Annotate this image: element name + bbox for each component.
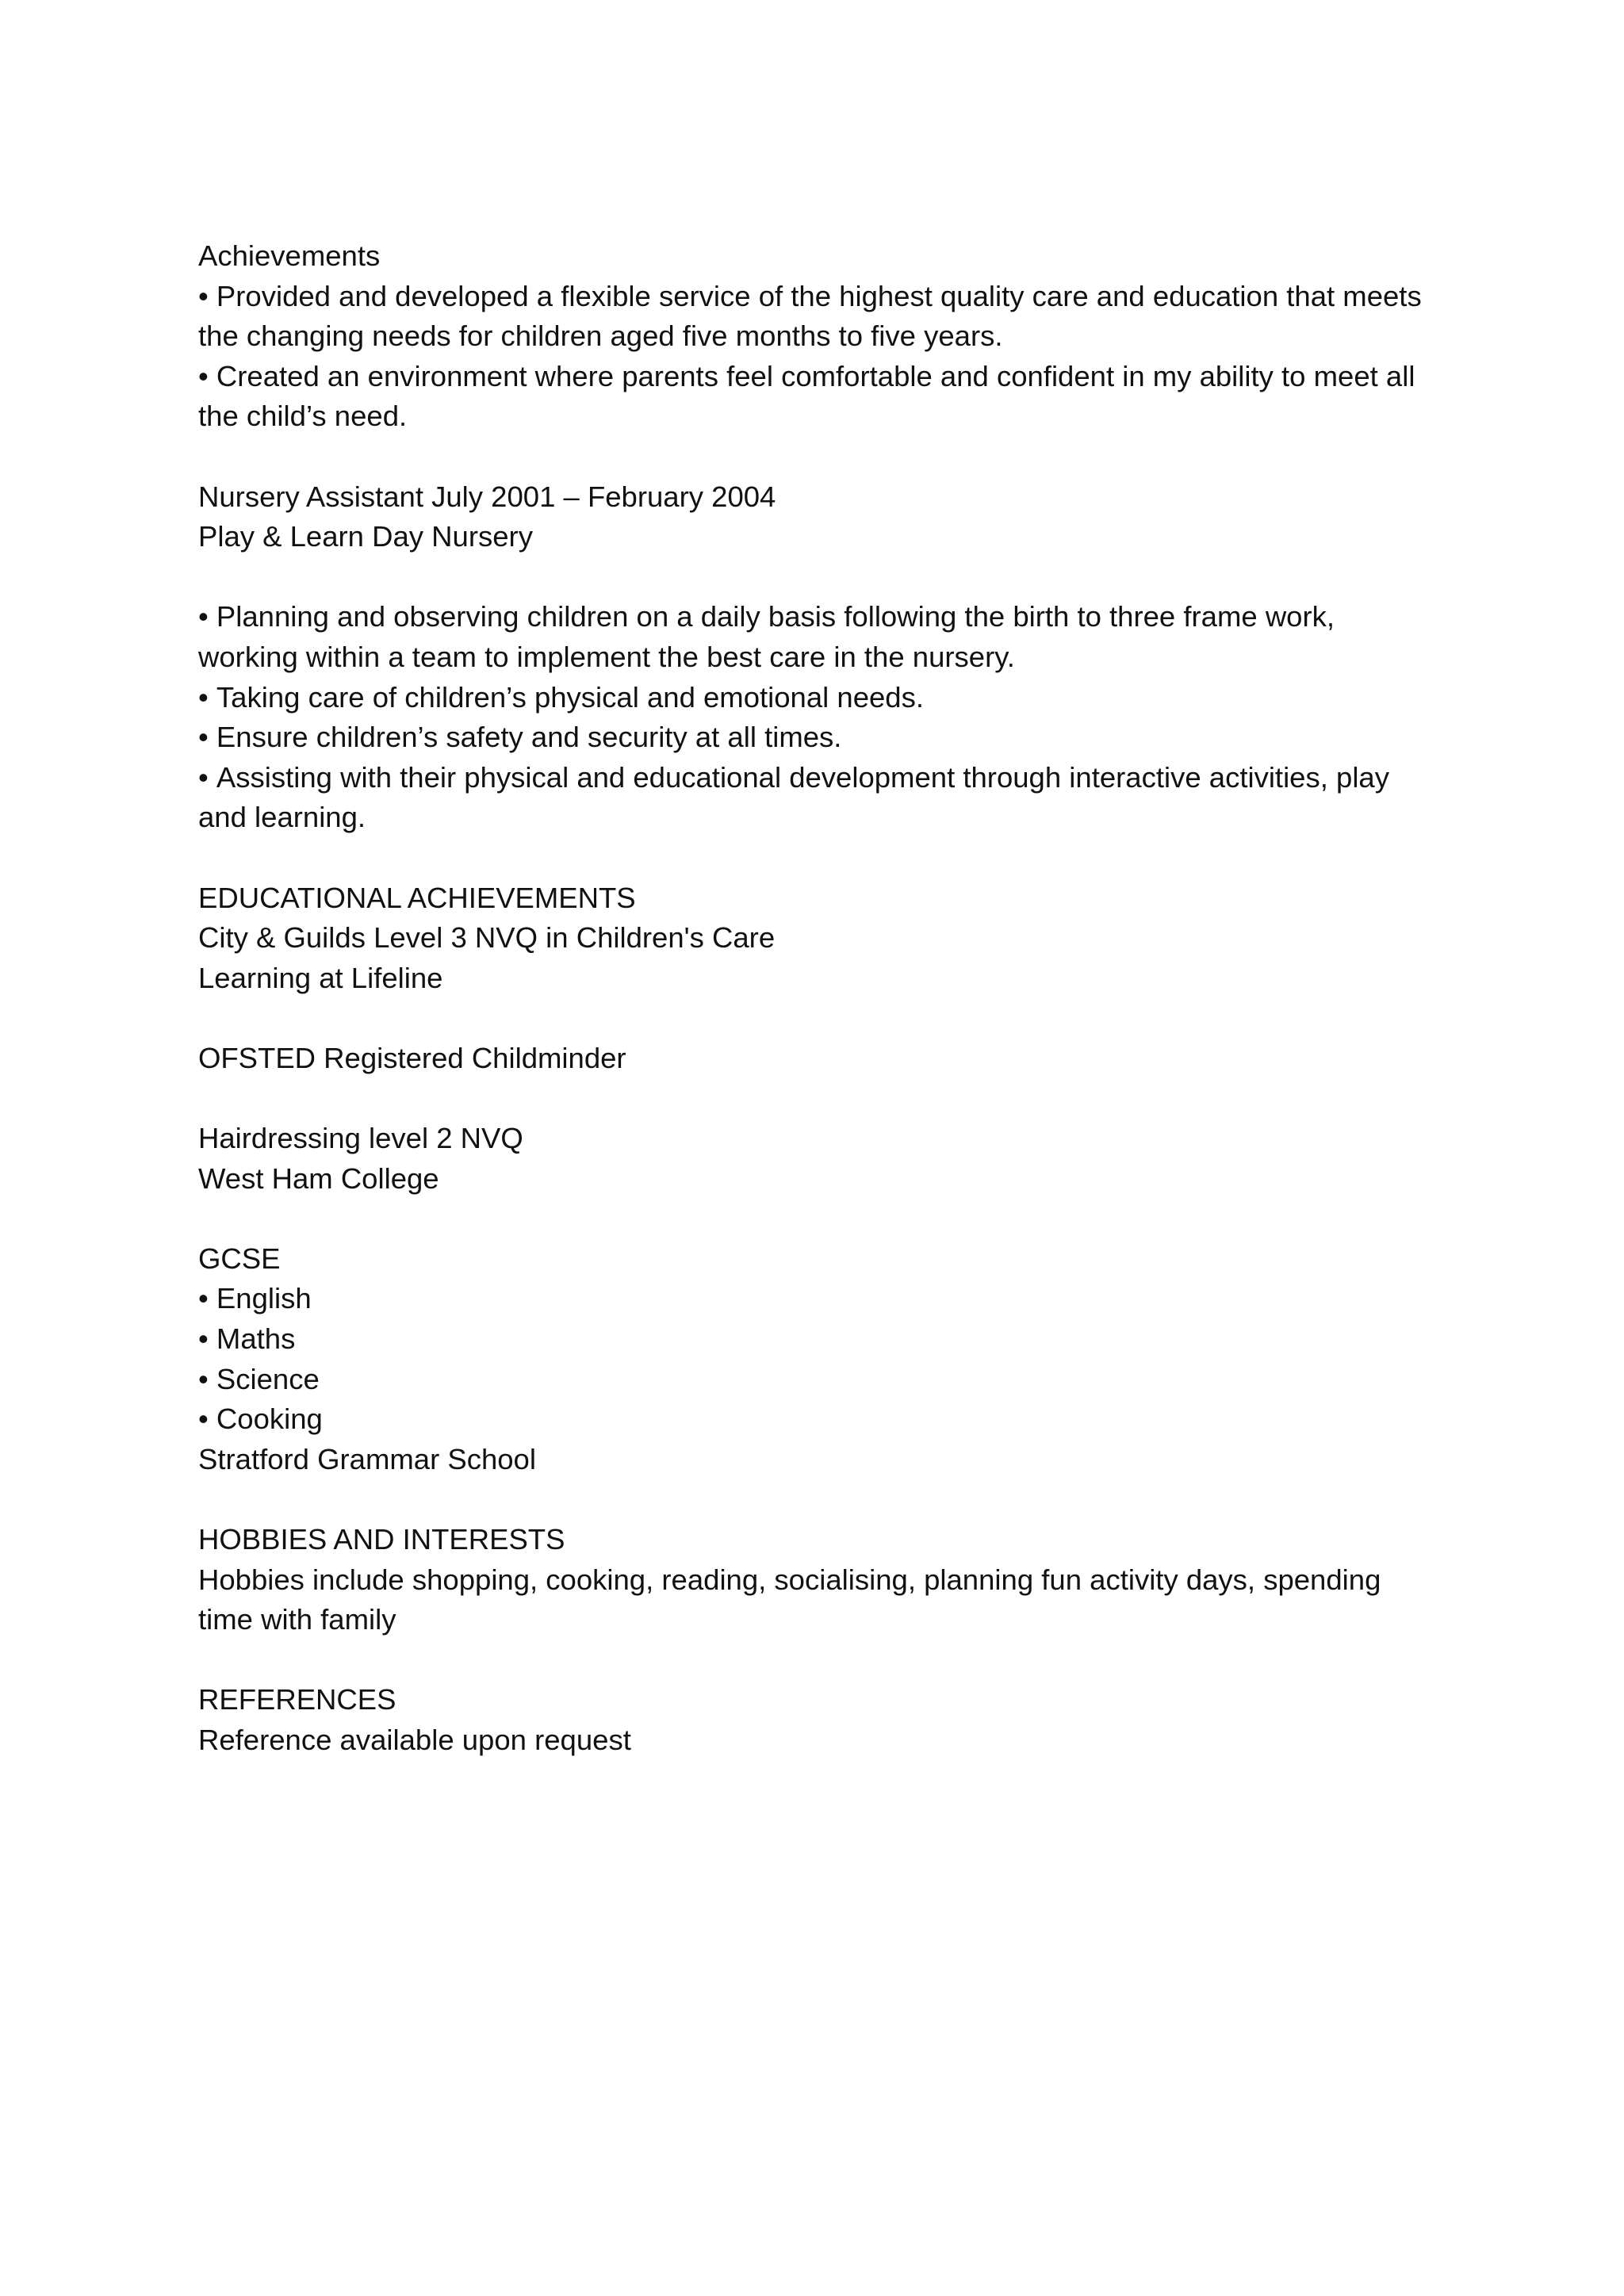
spacer [198, 1199, 1435, 1239]
spacer [198, 557, 1435, 598]
job-title-line: Nursery Assistant July 2001 – February 2004 [198, 480, 776, 513]
spacer [198, 838, 1435, 878]
gcse-subject: • Maths [198, 1319, 1435, 1360]
achievements-heading: Achievements [198, 239, 381, 272]
achievement-bullet: • Provided and developed a flexible service of the highest quality care and education that meets the changing needs for children aged five months to five years. [198, 277, 1435, 357]
gcse-subject: • Cooking [198, 1399, 1435, 1440]
qualification-college: West Ham College [198, 1161, 439, 1195]
spacer [198, 1640, 1435, 1681]
spacer [198, 998, 1435, 1039]
spacer [198, 437, 1435, 477]
job-duty-bullet: • Taking care of children’s physical and emotional needs. [198, 678, 1435, 718]
job-duty-bullet: • Planning and observing children on a daily basis following the birth to three frame work, working within a team to implement the best care in the nursery. [198, 597, 1435, 677]
qualification-provider: Learning at Lifeline [198, 961, 443, 994]
education-heading: EDUCATIONAL ACHIEVEMENTS [198, 881, 636, 914]
spacer [198, 1479, 1435, 1520]
job-employer: Play & Learn Day Nursery [198, 520, 533, 553]
job-duty-bullet: • Assisting with their physical and educational development through interactive activities, play and learning. [198, 758, 1435, 838]
qualification-ofsted: OFSTED Registered Childminder [198, 1041, 626, 1074]
qualification-nvq-childrens-care: City & Guilds Level 3 NVQ in Children's Care [198, 921, 776, 955]
spacer [198, 1078, 1435, 1119]
qualification-hairdressing: Hairdressing level 2 NVQ [198, 1122, 523, 1155]
gcse-heading: GCSE [198, 1242, 281, 1275]
gcse-subject: • Science [198, 1360, 1435, 1400]
job-duty-bullet: • Ensure children’s safety and security at all times. [198, 718, 1435, 758]
hobbies-text: Hobbies include shopping, cooking, reading, socialising, planning fun activity days, spending time with family [198, 1563, 1381, 1636]
gcse-subject: • English [198, 1279, 1435, 1319]
gcse-school: Stratford Grammar School [198, 1442, 536, 1475]
hobbies-heading: HOBBIES AND INTERESTS [198, 1523, 565, 1556]
references-heading: REFERENCES [198, 1683, 396, 1716]
cv-page [198, 236, 1435, 1761]
references-text: Reference available upon request [198, 1723, 631, 1756]
achievement-bullet: • Created an environment where parents feel comfortable and confident in my ability to meet all the child’s need. [198, 357, 1435, 437]
